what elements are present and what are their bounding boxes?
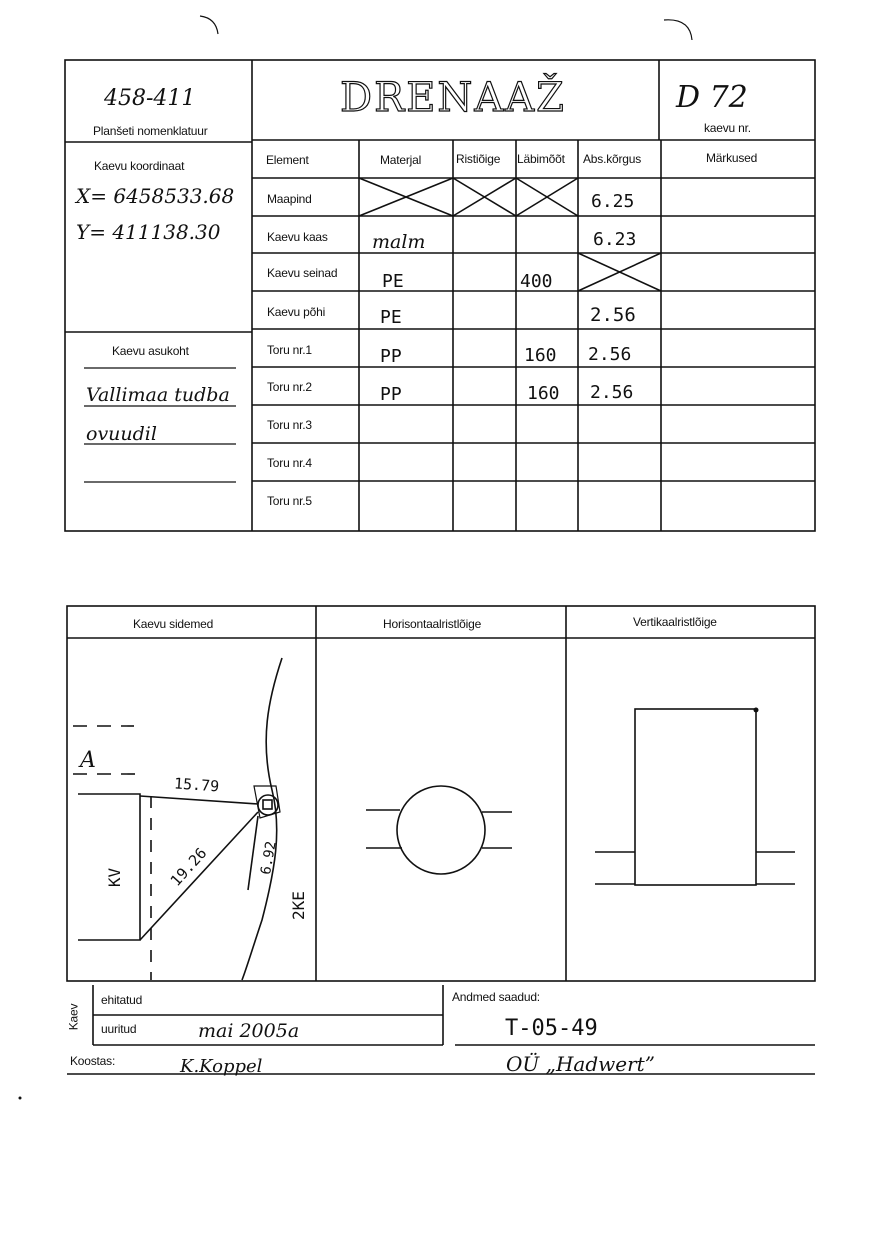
row-label: Toru nr.2 <box>267 380 312 394</box>
location-label: Kaevu asukoht <box>112 344 189 358</box>
sheet-label: Planšeti nomenklatuur <box>93 124 208 138</box>
surveyed-value: mai 2005a <box>198 1020 300 1042</box>
cell-height: 2.56 <box>590 304 636 326</box>
compiled-label: Koostas: <box>70 1054 116 1068</box>
col-header-cross: Ristiõige <box>456 152 501 166</box>
cell-material: PE <box>380 307 402 328</box>
sketch-point-a: A <box>80 748 96 773</box>
col-header-element: Element <box>266 153 309 167</box>
row-label: Kaevu põhi <box>267 305 326 319</box>
cell-height: 6.25 <box>591 191 635 212</box>
source-label: Andmed saadud: <box>452 990 540 1004</box>
built-label: ehitatud <box>101 993 143 1007</box>
row-label: Toru nr.5 <box>267 494 312 508</box>
row-label: Kaevu kaas <box>267 230 328 244</box>
row-label: Toru nr.3 <box>267 418 312 432</box>
cell-material: malm <box>372 231 426 253</box>
footer-side-label: Kaev <box>66 1003 81 1031</box>
sketch-distance-1: 15.79 <box>173 774 220 796</box>
cell-height: 2.56 <box>590 382 634 403</box>
surveyed-label: uuritud <box>101 1022 137 1036</box>
well-id: D 72 <box>676 80 748 115</box>
cell-diameter: 160 <box>524 345 557 366</box>
coord-y: Y= 411138.30 <box>76 220 221 244</box>
source-value: T-05-49 <box>505 1016 598 1041</box>
company-name: OÜ „Hadwert” <box>506 1052 655 1076</box>
cell-diameter: 160 <box>527 383 560 404</box>
well-id-label: kaevu nr. <box>704 121 751 135</box>
cell-diameter: 400 <box>520 271 553 292</box>
row-label: Kaevu seinad <box>267 266 338 280</box>
col-header-notes: Märkused <box>706 151 758 165</box>
section-header-horizontal: Horisontaalristlõige <box>383 617 482 631</box>
col-header-material: Materjal <box>380 153 422 167</box>
section-header-connections: Kaevu sidemed <box>133 617 214 631</box>
page-title: DRENAAŽ <box>340 75 566 121</box>
col-header-height: Abs.kõrgus <box>583 152 642 166</box>
cell-height: 6.23 <box>593 229 637 250</box>
coord-x: X= 6458533.68 <box>76 184 235 208</box>
coords-label: Kaevu koordinaat <box>94 159 185 173</box>
cell-height: 2.56 <box>588 344 632 365</box>
location-line-1: Vallimaa tudba <box>86 384 230 406</box>
row-label: Toru nr.1 <box>267 343 312 357</box>
compiled-value: K.Koppel <box>180 1056 263 1077</box>
sketch-kv-label: KV <box>105 867 125 888</box>
sketch-distance-3: 6.92 <box>258 840 280 876</box>
sketch-kve-label: 2KE <box>288 891 308 920</box>
location-line-2: ovuudil <box>86 423 157 445</box>
row-label: Toru nr.4 <box>267 456 312 470</box>
cell-material: PP <box>380 384 402 405</box>
col-header-diameter: Läbimõõt <box>517 152 565 166</box>
row-label: Maapind <box>267 192 312 206</box>
cell-material: PP <box>380 346 402 367</box>
cell-material: PE <box>382 271 404 292</box>
sheet-number: 458-411 <box>104 86 196 111</box>
sketch-distance-2: 19.26 <box>166 844 211 890</box>
section-header-vertical: Vertikaalristlõige <box>633 615 717 629</box>
